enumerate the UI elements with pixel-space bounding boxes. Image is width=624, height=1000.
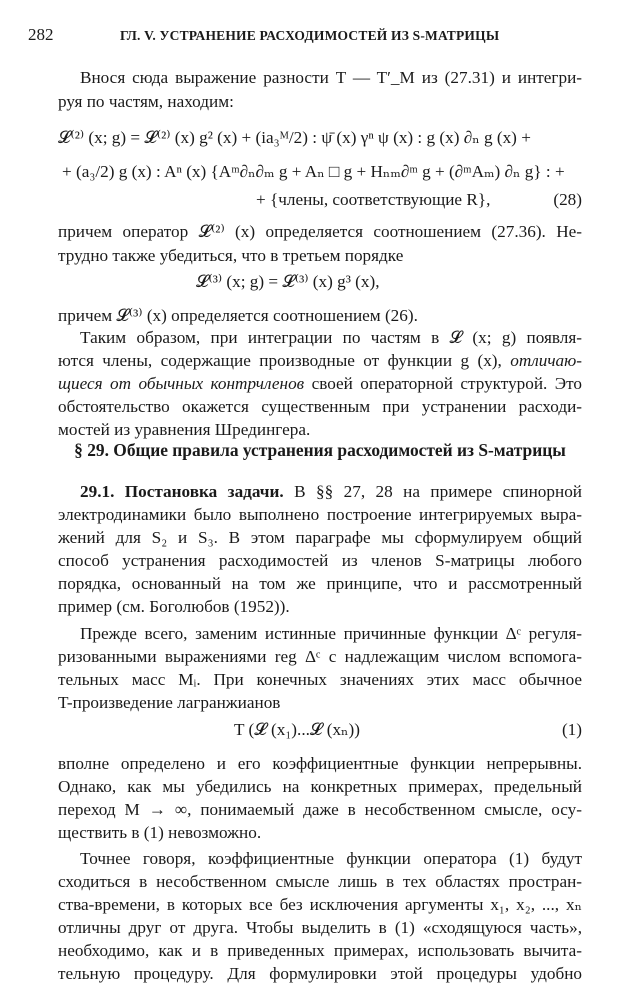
italic-span: щиеся от обычных контрчленов (58, 374, 305, 393)
text-line: жений для S₂ и S₃. В этом параграфе мы сформулируем общий (58, 528, 582, 547)
text-line: мостей из уравнения Шредингера. (58, 420, 311, 439)
subsection-heading: 29.1. Постановка задачи. (80, 482, 284, 501)
text-line: пример (см. Боголюбов (1952)). (58, 597, 290, 616)
text-line: переход M → ∞, понимаемый даже в несобственном смысле, осу- (58, 800, 582, 819)
text-span: своей операторной структурой. Это (304, 374, 582, 393)
section-title: § 29. Общие правила устранения расходимостей из S-матрицы (74, 440, 566, 460)
equation-28-line-1: 𝓛⁽²⁾ (x; g) = 𝓛⁽²⁾ (x) g² (x) + (ia₃ᴹ/2) : ψ̄ (x) γⁿ ψ (x) : g (x) ∂ₙ g (x) + (58, 128, 531, 147)
text-line: Однако, как мы убедились на конкретных примерах, предельный (58, 777, 582, 796)
italic-span: отличаю- (510, 351, 582, 370)
text-line: Внося сюда выражение разности T — T′_M из (27.31) и интегри- (80, 68, 582, 87)
text-line: тельную процедуру. Для формулировки этой процедуры удобно (58, 964, 582, 983)
running-head: ГЛ. V. УСТРАНЕНИЕ РАСХОДИМОСТЕЙ ИЗ S-МАТРИЦЫ (120, 28, 500, 43)
equation-third-order: 𝓛⁽³⁾ (x; g) = 𝓛⁽³⁾ (x) g³ (x), (196, 272, 380, 291)
text-line (80, 480, 582, 504)
text-line: тельных масс Mᵢ. При конечных значениях этих масс обычное (58, 670, 582, 689)
text-line: порядка, основанный на том же принципе, что и рассмотренный (58, 574, 582, 593)
page-number: 282 (28, 25, 54, 44)
text-line: вполне определено и его коэффициентные функции непрерывны. (58, 754, 582, 773)
text-line: сходиться в несобственном смысле лишь в тех областях простран- (58, 872, 582, 891)
text-line: причем 𝓛⁽³⁾ (x) определяется соотношением (26). (58, 306, 418, 325)
text-line: электродинамики было выполнено построение интегрируемых выра- (58, 505, 582, 524)
text-line: необходимо, как и в приведенных примерах, использовать вычита- (58, 941, 582, 960)
page-header (28, 25, 590, 47)
text-span: ются члены, содержащие производные от функции g (x), (58, 351, 511, 370)
text-line: причем оператор 𝓛⁽²⁾ (x) определяется соотношением (27.36). Не- (58, 222, 582, 241)
text-line: руя по частям, находим: (58, 92, 234, 111)
text-line: способ устранения расходимостей из членов S-матрицы любого (58, 551, 582, 570)
text-line: ства-времени, в которых все без исключения аргументы x₁, x₂, ..., xₙ (58, 895, 582, 914)
text-line: отличны друг от друга. Чтобы выделить в (1) «сходящуюся часть», (58, 918, 582, 937)
text-line: Точнее говоря, коэффициентные функции оператора (1) будут (80, 849, 582, 868)
text-line (58, 349, 582, 373)
equation-1: T (𝓛 (x₁)...𝓛 (xₙ)) (234, 720, 360, 739)
equation-number: (28) (553, 190, 582, 209)
text-line: ризованными выражениями reg Δᶜ с надлежащим числом вспомога- (58, 647, 582, 666)
text-line: трудно также убедиться, что в третьем порядке (58, 246, 404, 265)
text-line: T-произведение лагранжианов (58, 693, 281, 712)
text-line: Прежде всего, заменим истинные причинные функции Δᶜ регуля- (80, 624, 582, 643)
text-line: Таким образом, при интеграции по частям в 𝓛 (x; g) появля- (80, 328, 582, 347)
text-line: ществить в (1) невозможно. (58, 823, 262, 842)
equation-number: (1) (561, 720, 582, 739)
equation-28-line-3: + {члены, соответствующие R}, (256, 190, 491, 209)
text-line: обстоятельство окажется существенным при устранении расходи- (58, 397, 582, 416)
text-span: В §§ 27, 28 на примере спинорной (283, 482, 582, 501)
equation-28-line-2: + (a₃/2) g (x) : Aⁿ (x) {Aᵐ∂ₙ∂ₘ g + Aₙ □ g + Hₙₘ∂ᵐ g + (∂ᵐAₘ) ∂ₙ g} : + (62, 162, 565, 181)
text-line (58, 372, 582, 396)
